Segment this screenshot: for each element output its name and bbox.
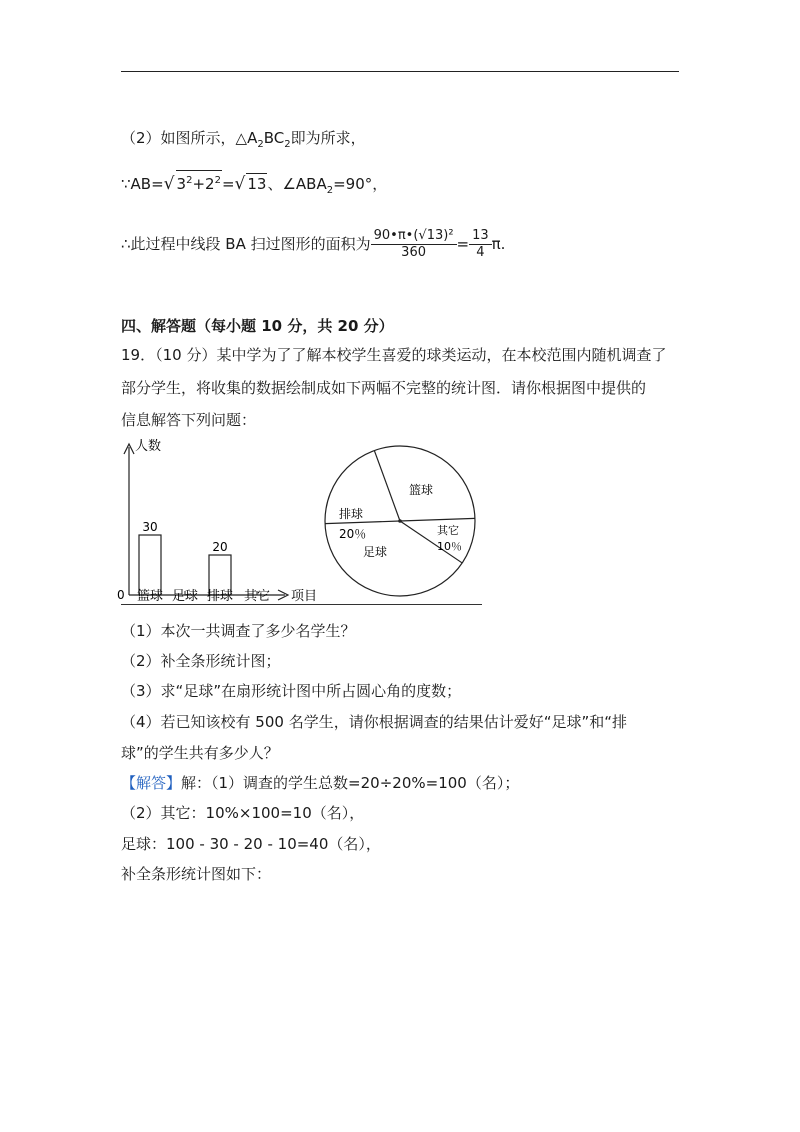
x-tick-label: 篮球 (136, 589, 164, 604)
prev-line-3 (121, 226, 505, 262)
answer-line-2: （2）其它：10%×100=10（名）， (121, 804, 365, 822)
prev-text: （2）如图所示，△A (121, 129, 258, 147)
fraction-area: $\frac{\text{90•π•(√13)²}}{360}$ (371, 228, 457, 261)
subquestion-3: （3）求“足球”在扇形统计图中所占圆心角的度数； (121, 682, 462, 700)
figure-baseline (121, 604, 482, 605)
prev-text: 即为所求， (290, 129, 366, 147)
bar-value-label: 20 (212, 540, 228, 554)
pie-slice-boundary (400, 518, 475, 521)
equals: = (221, 175, 235, 193)
question-line-2: 部分学生，将收集的数据绘制成如下两幅不完整的统计图．请你根据图中提供的 (121, 379, 647, 397)
subscript: 2 (326, 185, 334, 196)
subquestion-4-cont: 球”的学生共有多少人？ (121, 744, 279, 762)
prev-text: ∵AB= (121, 175, 164, 193)
subquestion-2: （2）补全条形统计图； (121, 652, 281, 670)
prev-line-1 (121, 128, 366, 155)
y-axis-label: 人数 (135, 439, 162, 454)
origin-label: 0 (117, 588, 125, 602)
pie-label-football: 足球 (363, 545, 388, 559)
pie-percent-volleyball: 20％ (339, 527, 367, 541)
answer-tag: 【解答】 (121, 774, 182, 792)
answer-text: 解：（1）调查的学生总数=20÷20%=100（名）； (181, 774, 520, 792)
header-rule (121, 71, 679, 72)
x-tick-label: 其它 (243, 589, 271, 604)
subscript: 2 (284, 139, 291, 150)
pie-slice-boundary (374, 451, 400, 521)
pie-label-other: 其它 (437, 524, 459, 537)
pie-percent-other: 10％ (437, 540, 462, 553)
radical-sign: √ (234, 174, 246, 194)
x-axis-label: 项目 (291, 589, 318, 604)
subquestion-4: （4）若已知该校有 500 名学生，请你根据调查的结果估计爱好“足球”和“排 (121, 713, 628, 731)
prev-text: BC (263, 129, 285, 147)
section-heading: 四、解答题（每小题 10 分，共 20 分） (121, 317, 394, 335)
pie-label-basketball: 篮球 (409, 483, 434, 497)
bar-0 (139, 535, 161, 595)
pie-slice-boundary (325, 521, 400, 524)
pie-center (398, 519, 402, 523)
subscript: 2 (257, 139, 264, 150)
bar-value-label: 30 (142, 520, 158, 534)
question-line-1: 19．（10 分）某中学为了了解本校学生喜爱的球类运动，在本校范围内随机调查了 (121, 346, 667, 364)
answer-line-1 (121, 773, 519, 793)
fraction-result: $\frac{13}{4}$ (469, 228, 492, 261)
x-tick-label: 排球 (206, 589, 234, 604)
pie-chart (325, 446, 475, 596)
prev-text: ∴此过程中线段 BA 扫过图形的面积为 (121, 235, 371, 253)
equals: = (456, 235, 470, 253)
question-line-3: 信息解答下列问题： (121, 411, 257, 429)
radicand: $3^2+2^2$ (176, 170, 222, 194)
subquestion-1: （1）本次一共调查了多少名学生？ (121, 622, 356, 640)
answer-line-3: 足球：100 - 30 - 20 - 10=40（名）， (121, 835, 381, 853)
radical-sign: √ (163, 174, 175, 194)
figures (115, 432, 485, 610)
bar-chart (117, 438, 317, 604)
radicand: 13 (247, 175, 267, 193)
prev-line-2 (121, 170, 387, 201)
pie-label-volleyball: 排球 (339, 507, 364, 521)
answer-line-4: 补全条形统计图如下： (121, 865, 272, 883)
x-tick-label: 足球 (171, 589, 199, 604)
prev-text: 、∠ABA (267, 175, 327, 193)
prev-text: π. (491, 235, 506, 253)
prev-text: =90°， (333, 175, 388, 193)
